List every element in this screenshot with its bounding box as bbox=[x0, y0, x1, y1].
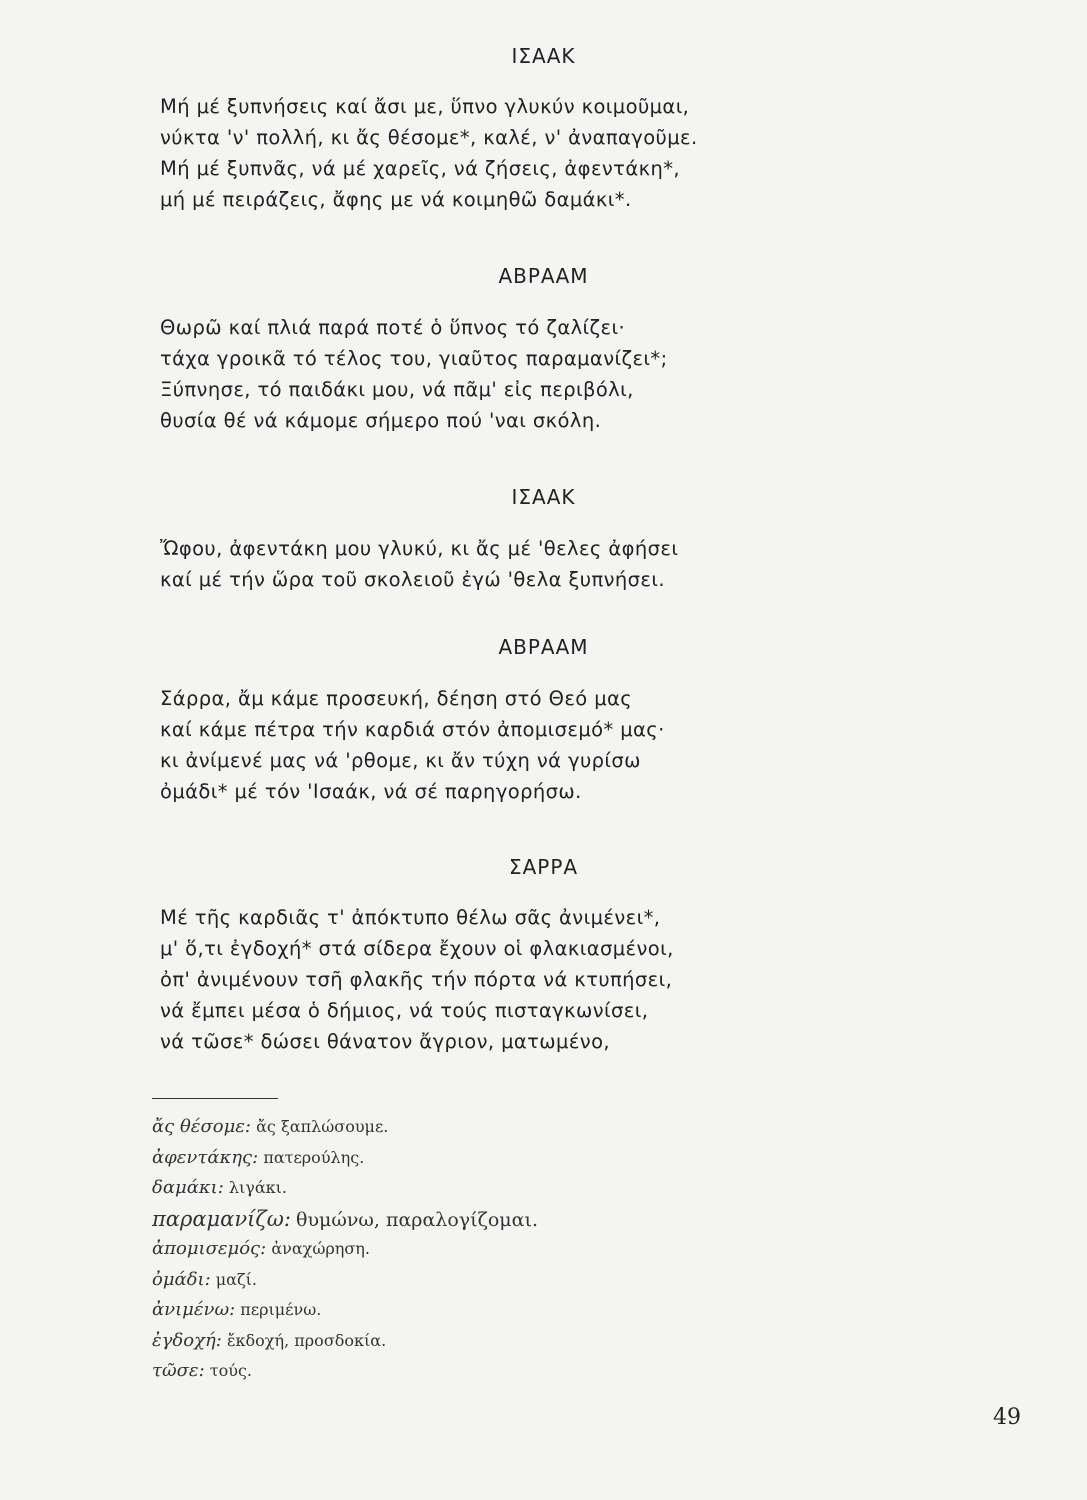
footnote-term: ἀφεντάκης: bbox=[152, 1146, 259, 1168]
verse-stanza bbox=[160, 533, 678, 595]
verse-line: ὀπ' ἀνιμένουν τσῆ φλακῆς τήν πόρτα νά κτυπήσει, bbox=[160, 968, 673, 991]
verse-line: Μή μέ ξυπνήσεις καί ἄσι με, ὕπνο γλυκύν κοιμοῦμαι, bbox=[160, 95, 690, 118]
speaker-heading: ΑΒΡΑΑΜ bbox=[498, 264, 589, 288]
footnote-term: ἀπομισεμός: bbox=[152, 1238, 267, 1259]
footnote-entry bbox=[152, 1356, 538, 1387]
verse-line: Ὤφου, ἀφεντάκη μου γλυκύ, κι ἄς μέ 'θελες ἀφήσει bbox=[160, 537, 679, 560]
verse-line: μή μέ πειράζεις, ἄφης με νά κοιμηθῶ δαμάκι*. bbox=[160, 188, 632, 211]
verse-line: Θωρῶ καί πλιά παρά ποτέ ὁ ὕπνος τό ζαλίζει· bbox=[160, 316, 626, 339]
footnote-definition: μαζί. bbox=[215, 1269, 257, 1289]
footnote-term: ἀνιμένω: bbox=[152, 1299, 236, 1320]
speaker-heading: ΙΣΑΑΚ bbox=[511, 485, 576, 509]
verse-line: Μή μέ ξυπνᾶς, νά μέ χαρεῖς, νά ζήσεις, ἀφεντάκη*, bbox=[160, 157, 680, 180]
verse-line: κι ἀνίμενέ μας νά 'ρθομε, κι ἄν τύχη νά γυρίσω bbox=[160, 749, 641, 772]
footnote-entry bbox=[152, 1173, 538, 1204]
speaker-heading: ΙΣΑΑΚ bbox=[511, 44, 576, 68]
page-number: 49 bbox=[993, 1405, 1021, 1430]
footnote-definition: λιγάκι. bbox=[228, 1178, 288, 1197]
verse-line: Μέ τῆς καρδιᾶς τ' ἀπόκτυπο θέλω σᾶς ἀνιμένει*, bbox=[160, 906, 661, 929]
verse-line: μ' ὅ,τι ἐγδοχή* στά σίδερα ἔχουν οἱ φλακιασμένοι, bbox=[160, 937, 674, 960]
footnote-definition: τούς. bbox=[209, 1361, 253, 1380]
footnote-term: ἄς θέσομε: bbox=[152, 1116, 251, 1137]
footnote-divider bbox=[152, 1098, 278, 1099]
footnote-glossary bbox=[152, 1112, 538, 1387]
footnote-entry bbox=[152, 1295, 538, 1326]
footnote-entry bbox=[152, 1326, 538, 1357]
speaker-heading: ΑΒΡΑΑΜ bbox=[498, 635, 589, 659]
verse-line: Σάρρα, ἄμ κάμε προσευκή, δέηση στό Θεό μας bbox=[160, 687, 633, 710]
footnote-entry bbox=[152, 1204, 538, 1235]
footnote-term: τῶσε: bbox=[152, 1360, 205, 1381]
footnote-entry bbox=[152, 1112, 538, 1143]
verse-line: ὀμάδι* μέ τόν 'Ισαάκ, νά σέ παρηγορήσω. bbox=[160, 780, 582, 803]
footnote-term: ὀμάδι: bbox=[152, 1268, 211, 1290]
footnote-definition: ἀναχώρηση. bbox=[271, 1239, 370, 1258]
speaker-heading: ΣΑΡΡΑ bbox=[508, 855, 579, 879]
verse-line: Ξύπνησε, τό παιδάκι μου, νά πᾶμ' εἰς περιβόλι, bbox=[160, 378, 634, 401]
verse-line: νά ἔμπει μέσα ὁ δήμιος, νά τούς πισταγκωνίσει, bbox=[160, 999, 649, 1022]
footnote-definition: θυμώνω, παραλογίζομαι. bbox=[296, 1208, 538, 1231]
footnote-definition: ἄς ξαπλώσουμε. bbox=[256, 1117, 389, 1136]
verse-line: νύκτα 'ν' πολλή, κι ἄς θέσομε*, καλέ, ν' ἀναπαγοῦμε. bbox=[160, 126, 698, 149]
footnote-term: δαμάκι: bbox=[152, 1177, 224, 1198]
verse-stanza bbox=[160, 902, 674, 1057]
verse-stanza bbox=[160, 91, 698, 215]
verse-line: θυσία θέ νά κάμομε σήμερο πού 'ναι σκόλη. bbox=[160, 409, 602, 432]
footnote-entry bbox=[152, 1143, 538, 1174]
verse-line: νά τῶσε* δώσει θάνατον ἄγριον, ματωμένο, bbox=[160, 1030, 610, 1053]
footnote-definition: πατερούλης. bbox=[263, 1147, 365, 1167]
verse-stanza bbox=[160, 312, 668, 436]
footnote-term: παραμανίζω: bbox=[152, 1206, 291, 1231]
footnote-definition: περιμένω. bbox=[240, 1300, 322, 1319]
footnote-term: ἐγδοχή: bbox=[152, 1329, 222, 1351]
verse-line: καί μέ τήν ὥρα τοῦ σκολειοῦ ἐγώ 'θελα ξυπνήσει. bbox=[160, 568, 665, 591]
footnote-definition: ἔκδοχή, προσδοκία. bbox=[226, 1330, 387, 1350]
verse-line: τάχα γροικᾶ τό τέλος του, γιαῦτος παραμανίζει*; bbox=[160, 347, 668, 370]
verse-stanza bbox=[160, 683, 665, 807]
footnote-entry bbox=[152, 1265, 538, 1296]
footnote-entry bbox=[152, 1234, 538, 1265]
verse-line: καί κάμε πέτρα τήν καρδιά στόν ἀπομισεμό* μας· bbox=[160, 718, 665, 741]
